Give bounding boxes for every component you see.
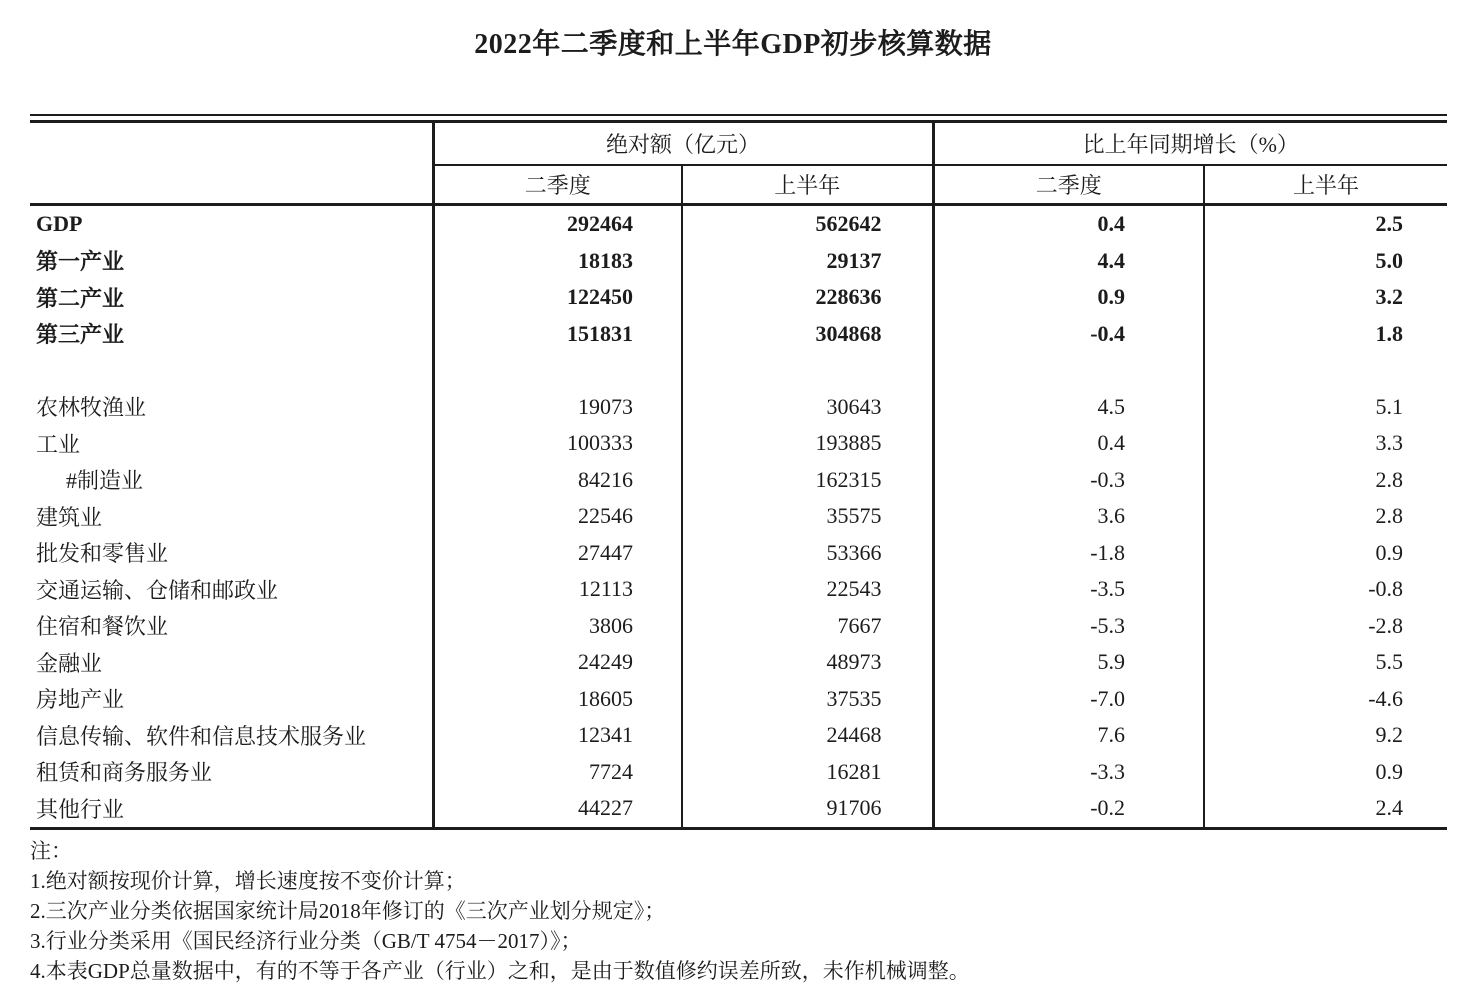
abs-q2-cell: 12341	[433, 717, 682, 754]
growth-h1-cell: 0.9	[1204, 535, 1447, 572]
sub-header-abs-h1: 上半年	[682, 165, 933, 205]
abs-q2-cell: 3806	[433, 608, 682, 645]
growth-h1-cell: 3.3	[1204, 425, 1447, 462]
growth-q2-cell: 0.4	[933, 425, 1204, 462]
abs-h1-cell: 562642	[682, 205, 933, 243]
row-label: 租赁和商务服务业	[36, 760, 213, 786]
growth-h1-cell: 2.4	[1204, 790, 1447, 828]
growth-h1-cell: 0.9	[1204, 754, 1447, 791]
row-label: 第三产业	[36, 322, 125, 348]
table-row	[30, 754, 1447, 791]
abs-q2-cell: 84216	[433, 462, 682, 499]
abs-q2-cell: 19073	[433, 389, 682, 426]
table-row	[30, 790, 1447, 828]
abs-q2-cell: 100333	[433, 425, 682, 462]
growth-h1-cell: 2.8	[1204, 498, 1447, 535]
abs-h1-cell: 30643	[682, 389, 933, 426]
table-row	[30, 462, 1447, 499]
growth-q2-cell: -0.2	[933, 790, 1204, 828]
table-row	[30, 644, 1447, 681]
row-label: 第二产业	[36, 285, 125, 311]
growth-h1-cell: 3.2	[1204, 279, 1447, 316]
table-spacer-row	[30, 352, 1447, 389]
gdp-table	[30, 120, 1447, 830]
row-label: 住宿和餐饮业	[36, 614, 169, 640]
abs-h1-cell: 37535	[682, 681, 933, 718]
growth-h1-cell: 2.5	[1204, 205, 1447, 243]
growth-q2-cell: 0.9	[933, 279, 1204, 316]
group-header-absolute: 绝对额（亿元）	[433, 122, 933, 166]
row-label: #制造业	[66, 468, 144, 494]
table-row	[30, 535, 1447, 572]
abs-h1-cell: 228636	[682, 279, 933, 316]
row-label: 房地产业	[36, 687, 125, 713]
growth-h1-cell: 5.0	[1204, 243, 1447, 280]
abs-q2-cell: 151831	[433, 316, 682, 353]
abs-h1-cell: 29137	[682, 243, 933, 280]
abs-q2-cell: 122450	[433, 279, 682, 316]
abs-h1-cell: 7667	[682, 608, 933, 645]
growth-h1-cell: -2.8	[1204, 608, 1447, 645]
growth-h1-cell: -4.6	[1204, 681, 1447, 718]
growth-q2-cell: -0.4	[933, 316, 1204, 353]
abs-h1-cell: 16281	[682, 754, 933, 791]
abs-h1-cell: 22543	[682, 571, 933, 608]
growth-h1-cell: 1.8	[1204, 316, 1447, 353]
abs-h1-cell: 193885	[682, 425, 933, 462]
abs-h1-cell: 53366	[682, 535, 933, 572]
row-label: 交通运输、仓储和邮政业	[36, 577, 279, 603]
growth-q2-cell: 4.5	[933, 389, 1204, 426]
growth-q2-cell: -3.3	[933, 754, 1204, 791]
growth-q2-cell: 3.6	[933, 498, 1204, 535]
abs-q2-cell: 44227	[433, 790, 682, 828]
table-row	[30, 608, 1447, 645]
note-item: 4.本表GDP总量数据中，有的不等于各产业（行业）之和，是由于数值修约误差所致，未作机械调整。	[30, 958, 970, 983]
table-row	[30, 389, 1447, 426]
abs-q2-cell: 18183	[433, 243, 682, 280]
abs-q2-cell: 12113	[433, 571, 682, 608]
table-row	[30, 681, 1447, 718]
growth-h1-cell: 5.1	[1204, 389, 1447, 426]
row-label: 金融业	[36, 650, 103, 676]
growth-q2-cell: 4.4	[933, 243, 1204, 280]
abs-q2-cell: 18605	[433, 681, 682, 718]
abs-q2-cell: 22546	[433, 498, 682, 535]
group-header-growth: 比上年同期增长（%）	[933, 122, 1447, 166]
gdp-table-frame	[30, 114, 1447, 830]
growth-q2-cell: -7.0	[933, 681, 1204, 718]
notes-heading: 注：	[30, 838, 72, 863]
table-row	[30, 571, 1447, 608]
growth-q2-cell: -1.8	[933, 535, 1204, 572]
row-label: 批发和零售业	[36, 541, 169, 567]
growth-h1-cell	[1204, 352, 1447, 389]
note-item: 1.绝对额按现价计算，增长速度按不变价计算；	[30, 868, 466, 893]
growth-q2-cell	[933, 352, 1204, 389]
growth-h1-cell: 5.5	[1204, 644, 1447, 681]
abs-q2-cell: 292464	[433, 205, 682, 243]
row-label: 工业	[36, 431, 81, 457]
page-title: 2022年二季度和上半年GDP初步核算数据	[474, 29, 992, 60]
row-label: 第一产业	[36, 249, 125, 275]
abs-h1-cell: 48973	[682, 644, 933, 681]
sub-header-abs-q2: 二季度	[433, 165, 682, 205]
gdp-table-body	[30, 205, 1447, 829]
notes	[30, 836, 1466, 986]
row-label: 农林牧渔业	[36, 395, 147, 421]
growth-h1-cell: 9.2	[1204, 717, 1447, 754]
growth-h1-cell: 2.8	[1204, 462, 1447, 499]
row-label: 其他行业	[36, 796, 125, 822]
abs-q2-cell	[433, 352, 682, 389]
growth-q2-cell: -3.5	[933, 571, 1204, 608]
growth-q2-cell: 5.9	[933, 644, 1204, 681]
growth-q2-cell: -5.3	[933, 608, 1204, 645]
note-item: 3.行业分类采用《国民经济行业分类（GB/T 4754－2017）》；	[30, 928, 582, 953]
growth-q2-cell: 0.4	[933, 205, 1204, 243]
table-row	[30, 243, 1447, 280]
growth-h1-cell: -0.8	[1204, 571, 1447, 608]
abs-h1-cell: 24468	[682, 717, 933, 754]
abs-h1-cell: 304868	[682, 316, 933, 353]
sub-header-growth-h1: 上半年	[1204, 165, 1447, 205]
note-item: 2.三次产业分类依据国家统计局2018年修订的《三次产业划分规定》；	[30, 898, 666, 923]
row-label: 建筑业	[36, 504, 103, 530]
sub-header-growth-q2: 二季度	[933, 165, 1204, 205]
growth-q2-cell: -0.3	[933, 462, 1204, 499]
abs-h1-cell	[682, 352, 933, 389]
table-row	[30, 717, 1447, 754]
group-header-row	[30, 122, 1447, 166]
table-row	[30, 279, 1447, 316]
table-row	[30, 205, 1447, 243]
abs-h1-cell: 35575	[682, 498, 933, 535]
abs-q2-cell: 24249	[433, 644, 682, 681]
row-label: GDP	[36, 211, 83, 237]
table-row	[30, 316, 1447, 353]
table-row	[30, 498, 1447, 535]
row-label: 信息传输、软件和信息技术服务业	[36, 723, 367, 749]
table-row	[30, 425, 1447, 462]
abs-q2-cell: 27447	[433, 535, 682, 572]
corner-cell	[30, 122, 433, 205]
abs-h1-cell: 162315	[682, 462, 933, 499]
row-label	[30, 352, 433, 389]
abs-q2-cell: 7724	[433, 754, 682, 791]
abs-h1-cell: 91706	[682, 790, 933, 828]
growth-q2-cell: 7.6	[933, 717, 1204, 754]
